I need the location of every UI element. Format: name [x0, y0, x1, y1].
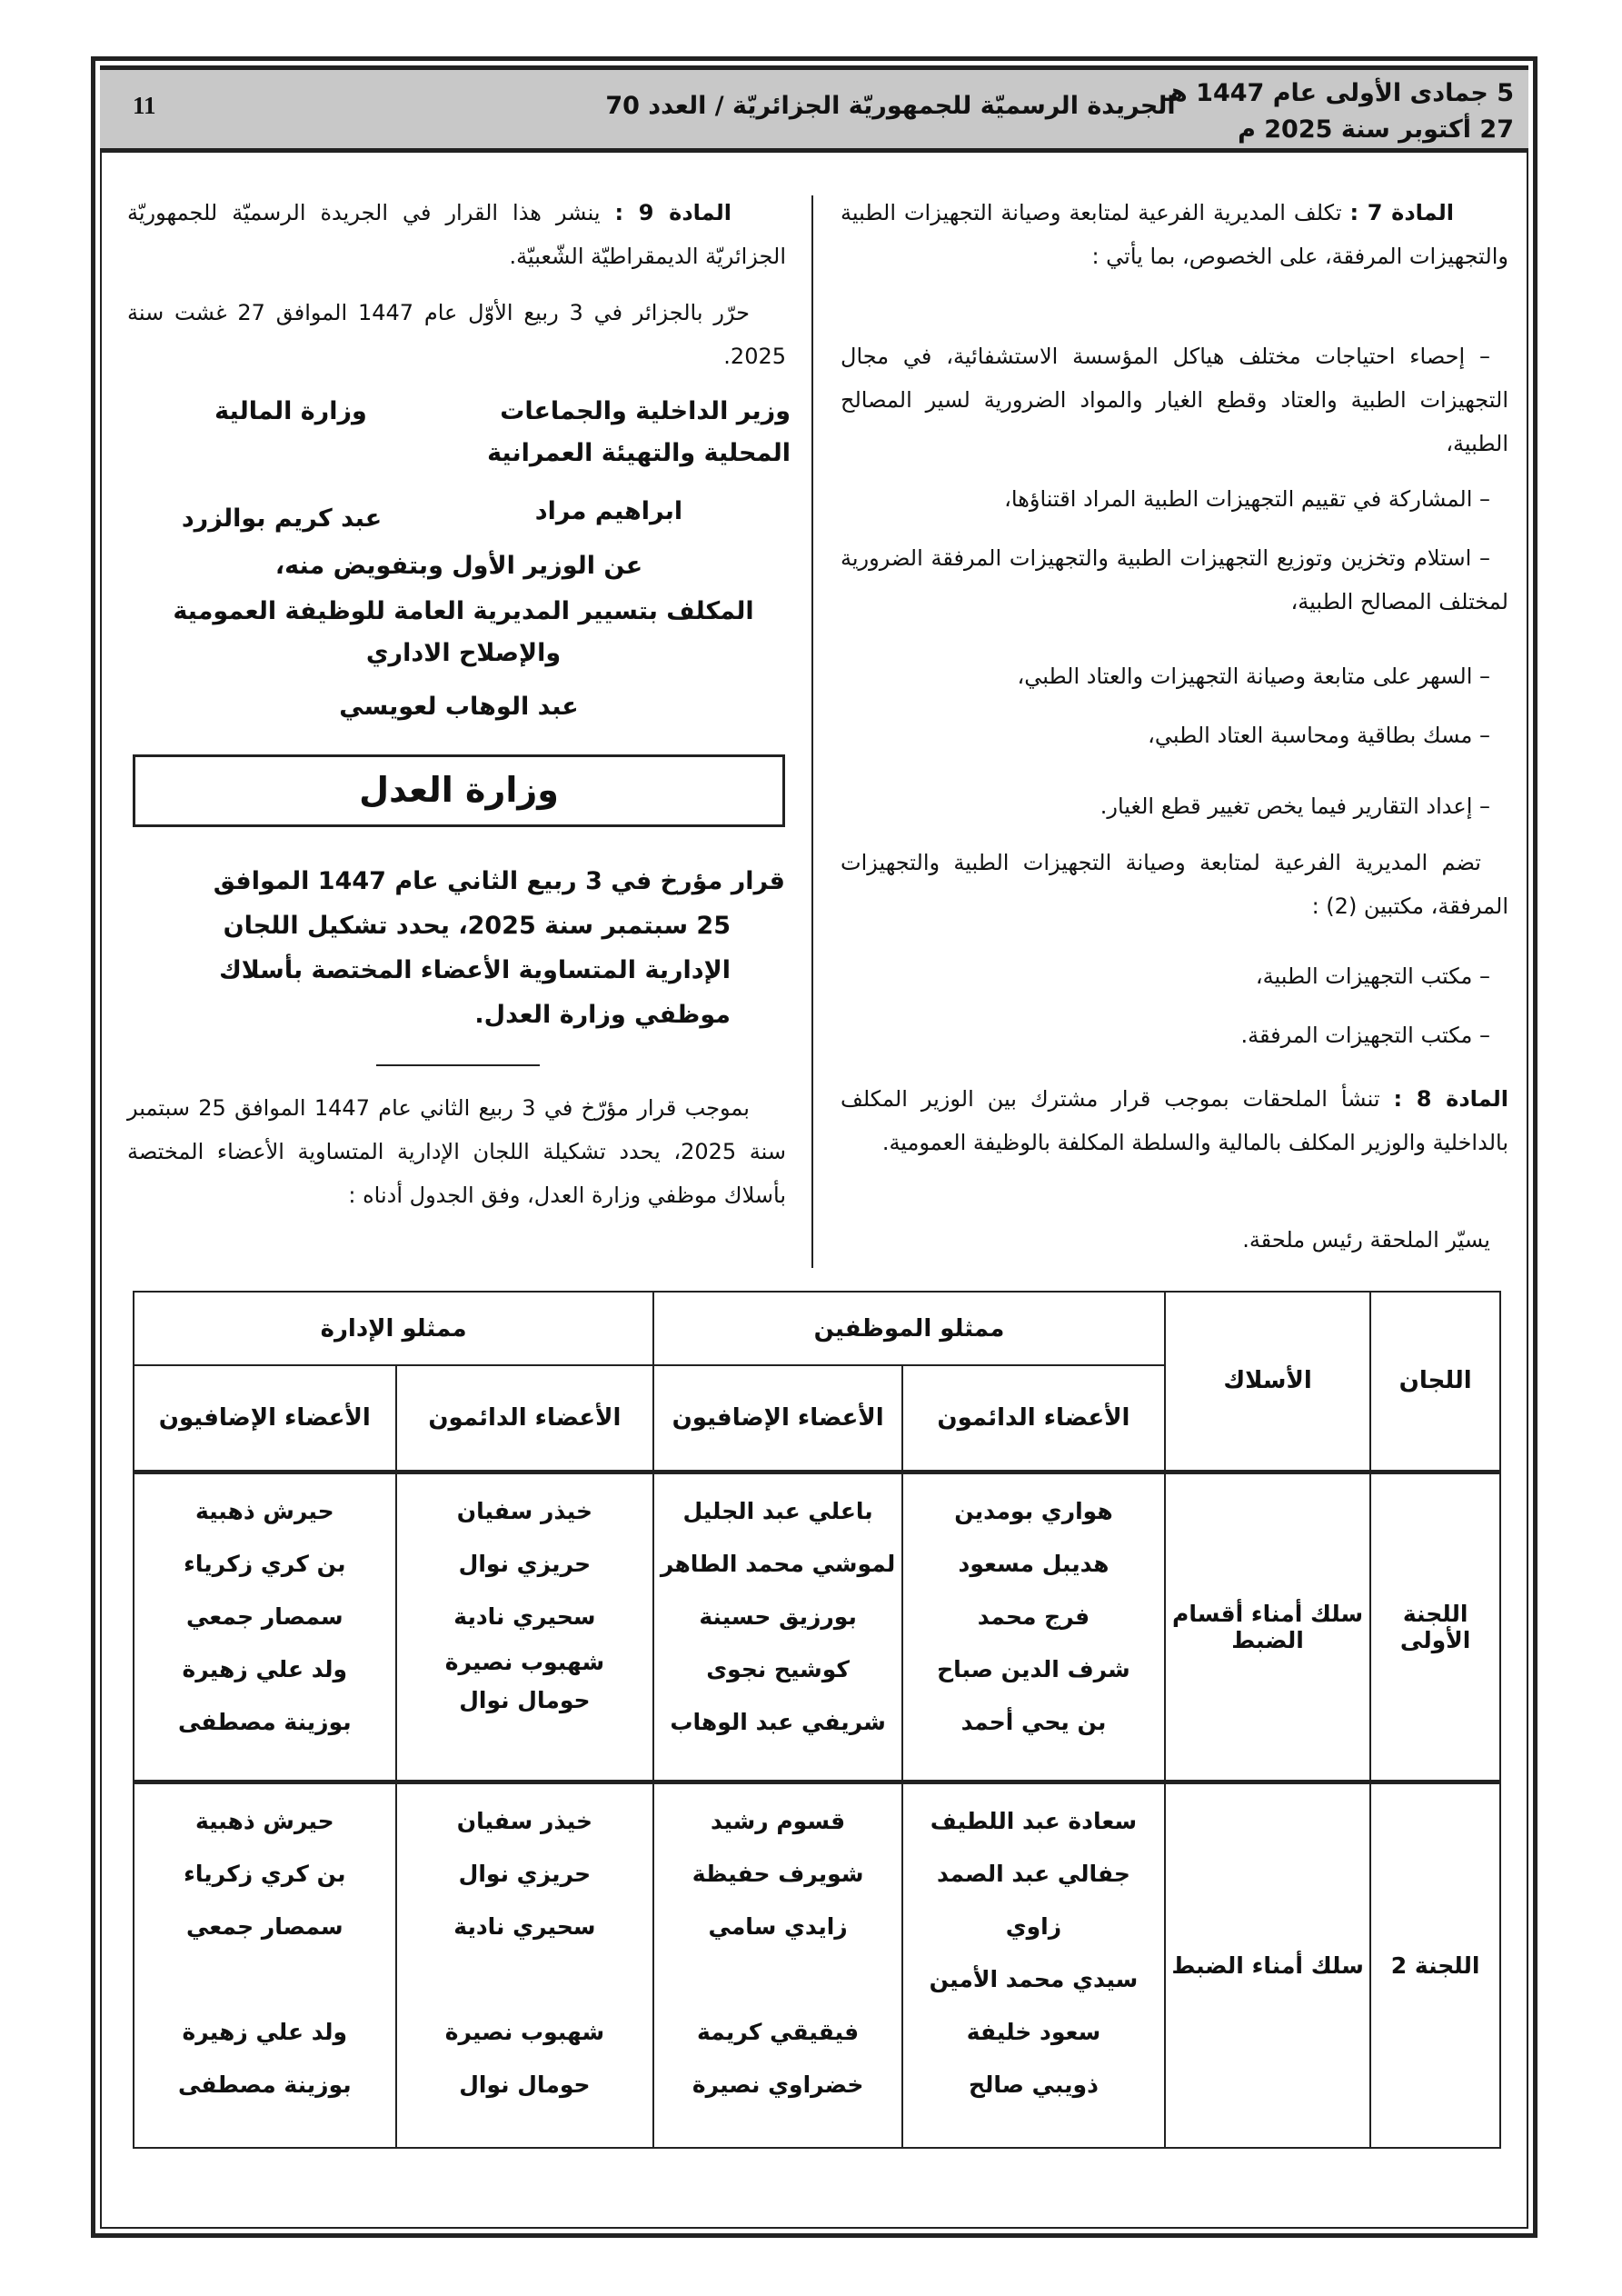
- page-header: [100, 65, 1528, 153]
- article-9-label: المادة 9 :: [614, 200, 731, 225]
- page-number: 11: [133, 92, 156, 119]
- member-name: خيذر سفيان: [456, 1497, 593, 1524]
- member-name: بن كري زكرياء: [184, 1860, 346, 1887]
- article-8: [841, 1077, 1508, 1164]
- header-date-hijri: 5 جمادى الأولى عام 1447 هـ: [1161, 79, 1514, 107]
- decree-body: [127, 1086, 786, 1277]
- member-name: خيذر سفيان: [456, 1807, 593, 1834]
- member-name: خضراوي نصيرة: [692, 2071, 864, 2098]
- list-item: – إعداد التقارير فيما يخص تغيير قطع الغيار.: [1100, 794, 1490, 819]
- admin-alternate-cell: [134, 1472, 396, 1782]
- list-item: – إحصاء احتياجات مختلف هياكل المؤسسة الاستشفائية، في مجال التجهيزات الطبية والعتاد وقطع الغيار والمواد الضرورية لسير المصالح الطبية،: [841, 344, 1508, 456]
- member-name: قسوم رشيد: [711, 1807, 846, 1834]
- article-7-text: تكلف المديرية الفرعية لمتابعة وصيانة التجهيزات الطبية والتجهيزات المرفقة، على الخصوص، بما يأتي :: [841, 200, 1508, 269]
- member-name: سعادة عبد اللطيف: [930, 1807, 1138, 1834]
- staff-alternate-cell: [653, 1782, 902, 2148]
- member-name: فرج محمد: [977, 1602, 1090, 1630]
- article-8-label: المادة 8 :: [1393, 1086, 1508, 1112]
- admin-permanent-cell: [396, 1782, 654, 2148]
- member-name: ولد علي زهيرة: [182, 1655, 348, 1682]
- separator-line: [376, 1064, 540, 1066]
- list-item: – السهر على متابعة وصيانة التجهيزات والعتاد الطبي،: [1017, 664, 1490, 689]
- member-name: حيرش ذهبية: [194, 1497, 334, 1524]
- decree-title-line: 25 سبتمبر سنة 2025، يحدد تشكيل اللجان: [223, 912, 731, 940]
- list-item: – استلام وتخزين وتوزيع التجهيزات الطبية والتجهيزات المرفقة الضرورية لمختلف المصالح الطبية،: [841, 545, 1508, 614]
- list-item: – مكتب التجهيزات المرفقة.: [1240, 1023, 1490, 1048]
- ministry-heading: وزارة العدل: [133, 754, 785, 827]
- member-name: بورزيق حسينة: [699, 1602, 857, 1630]
- member-name: سعود خليفة: [966, 2018, 1101, 2045]
- member-name: بوزينة مصطفى: [177, 2071, 352, 2098]
- member-name: جفالي عبد الصمد: [936, 1860, 1130, 1887]
- admin-permanent-cell: [396, 1472, 654, 1782]
- table-row: [134, 1472, 1500, 1782]
- signature-interior-name: ابراهيم مراد: [534, 497, 683, 525]
- header-committees: اللجان: [1370, 1292, 1500, 1472]
- member-name: سمصار جمعي: [185, 1602, 343, 1630]
- admin-alternate-cell: [134, 1782, 396, 2148]
- member-name: كوشيح نجوى: [706, 1655, 850, 1682]
- header-admin-reps: ممثلو الإدارة: [134, 1292, 653, 1365]
- header-corps: الأسلاك: [1165, 1292, 1370, 1472]
- member-name: بوزينة مصطفى: [177, 1708, 352, 1735]
- header-date-gregorian: 27 أكتوبر سنة 2025 م: [1238, 115, 1514, 144]
- member-name: شهبوب نصيرة: [444, 1648, 605, 1675]
- header-staff-alternate: الأعضاء الإضافيون: [653, 1365, 902, 1472]
- member-name: سحيري نادية: [453, 1602, 596, 1630]
- signature-finance-title: وزارة المالية: [214, 397, 367, 425]
- article-9-text: ينشر هذا القرار في الجريدة الرسميّة للجمهوريّة الجزائريّة الديمقراطيّة الشّعبيّة.: [127, 200, 786, 269]
- member-name: بن يحي أحمد: [960, 1708, 1107, 1735]
- staff-permanent-cell: [902, 1782, 1165, 2148]
- column-divider: [811, 195, 813, 1268]
- member-name: زايدي سامي: [708, 1912, 848, 1940]
- member-name: فيقيقي كريمة: [697, 2018, 860, 2045]
- member-name: حريزي نوال: [458, 1860, 592, 1887]
- signature-interior-title: وزير الداخلية والجماعات المحلية والتهيئة العمرانية: [487, 397, 791, 467]
- staff-alternate-cell: [653, 1472, 902, 1782]
- member-name: ولد علي زهيرة: [182, 2018, 348, 2045]
- article-7: [841, 191, 1508, 278]
- signature-pm-line2: المكلف بتسيير المديرية العامة للوظيفة العمومية والإصلاح الاداري: [173, 597, 754, 667]
- article-7-label: المادة 7 :: [1349, 200, 1454, 225]
- header-staff-permanent: الأعضاء الدائمون: [902, 1365, 1165, 1472]
- corps-cell: سلك أمناء الضبط: [1165, 1782, 1370, 2148]
- last-paragraph: يسيّر الملحقة رئيس ملحقة.: [1242, 1227, 1490, 1253]
- header-admin-permanent: الأعضاء الدائمون: [396, 1365, 654, 1472]
- member-name: حومال نوال: [459, 2071, 591, 2098]
- member-name: [134, 1953, 395, 2006]
- header-staff-reps: ممثلو الموظفين: [653, 1292, 1165, 1365]
- member-name: لموشي محمد الطاهر: [660, 1550, 896, 1577]
- committee-cell: اللجنة 2: [1370, 1782, 1500, 2148]
- gazette-title: الجريدة الرسميّة للجمهوريّة الجزائريّة / العدد 70: [605, 92, 1176, 120]
- corps-cell: سلك أمناء أقسام الضبط: [1165, 1472, 1370, 1782]
- header-date: [1162, 75, 1514, 148]
- signature-pm-line1: عن الوزير الأول وبتفويض منه،: [274, 552, 643, 580]
- committees-table: [133, 1291, 1501, 2149]
- decree-title: [133, 859, 785, 1037]
- decree-title-line: قرار مؤرخ في 3 ربيع الثاني عام 1447 الموافق: [213, 867, 785, 895]
- table-row: [134, 1782, 1500, 2148]
- staff-permanent-cell: [902, 1472, 1165, 1782]
- member-name: شرف الدين صباح: [937, 1655, 1130, 1682]
- list-item: – المشاركة في تقييم التجهيزات الطبية المراد اقتناؤها،: [1004, 486, 1490, 512]
- decree-title-line: الإدارية المتساوية الأعضاء المختصة بأسلاك: [219, 956, 731, 984]
- member-name: زاوي: [1005, 1912, 1062, 1940]
- member-name: هديبل مسعود: [958, 1550, 1110, 1577]
- member-name: حومال نوال: [459, 1686, 591, 1713]
- article-8-text: تنشأ الملحقات بموجب قرار مشترك بين الوزير المكلف بالداخلية والوزير المكلف بالمالية والسلطة المكلفة بالوظيفة العمومية.: [841, 1086, 1508, 1155]
- header-admin-alternate: الأعضاء الإضافيون: [134, 1365, 396, 1472]
- member-name: ذويبي صالح: [968, 2071, 1099, 2098]
- member-name: سمصار جمعي: [185, 1912, 343, 1940]
- member-name: [397, 1953, 653, 2006]
- includes-paragraph: تضم المديرية الفرعية لمتابعة وصيانة التجهيزات الطبية والتجهيزات المرفقة، مكتبين (2) :: [841, 850, 1508, 919]
- member-name: شريفي عبد الوهاب: [670, 1708, 886, 1735]
- member-name: [654, 1953, 901, 2006]
- member-name: باعلي عبد الجليل: [682, 1497, 873, 1524]
- member-name: هواري بومدين: [954, 1497, 1113, 1524]
- committee-cell: اللجنة الأولى: [1370, 1472, 1500, 1782]
- member-name: بن كري زكرياء: [184, 1550, 346, 1577]
- article-9: [127, 191, 786, 278]
- member-name: سيدي محمد الأمين: [929, 1965, 1139, 1992]
- done-at: حرّر بالجزائر في 3 ربيع الأوّل عام 1447 الموافق 27 غشت سنة 2025.: [127, 300, 786, 369]
- list-item: – مسك بطاقية ومحاسبة العتاد الطبي،: [1148, 723, 1490, 748]
- member-name: حريزي نوال: [458, 1550, 592, 1577]
- list-item: – مكتب التجهيزات الطبية،: [1255, 963, 1490, 989]
- signature-finance-name: عبد كريم بوالزرد: [181, 504, 383, 533]
- member-name: شهبوب نصيرة: [444, 2018, 605, 2045]
- decree-title-line: موظفي وزارة العدل.: [474, 1001, 731, 1029]
- decree-body-text: بموجب قرار مؤرّخ في 3 ربيع الثاني عام 1447 الموافق 25 سبتمبر سنة 2025، يحدد تشكيلة اللجان الإدارية المتساوية الأعضاء المختصة بأسلاك موظفي وزارة العدل، وفق الجدول أدناه :: [127, 1095, 786, 1208]
- right-column: [841, 191, 1508, 1273]
- signature-pm-name: عبد الوهاب لعويسي: [339, 693, 579, 721]
- member-name: سحيري نادية: [453, 1912, 596, 1940]
- member-name: حيرش ذهبية: [194, 1807, 334, 1834]
- member-name: شويرف حفيظة: [692, 1860, 864, 1887]
